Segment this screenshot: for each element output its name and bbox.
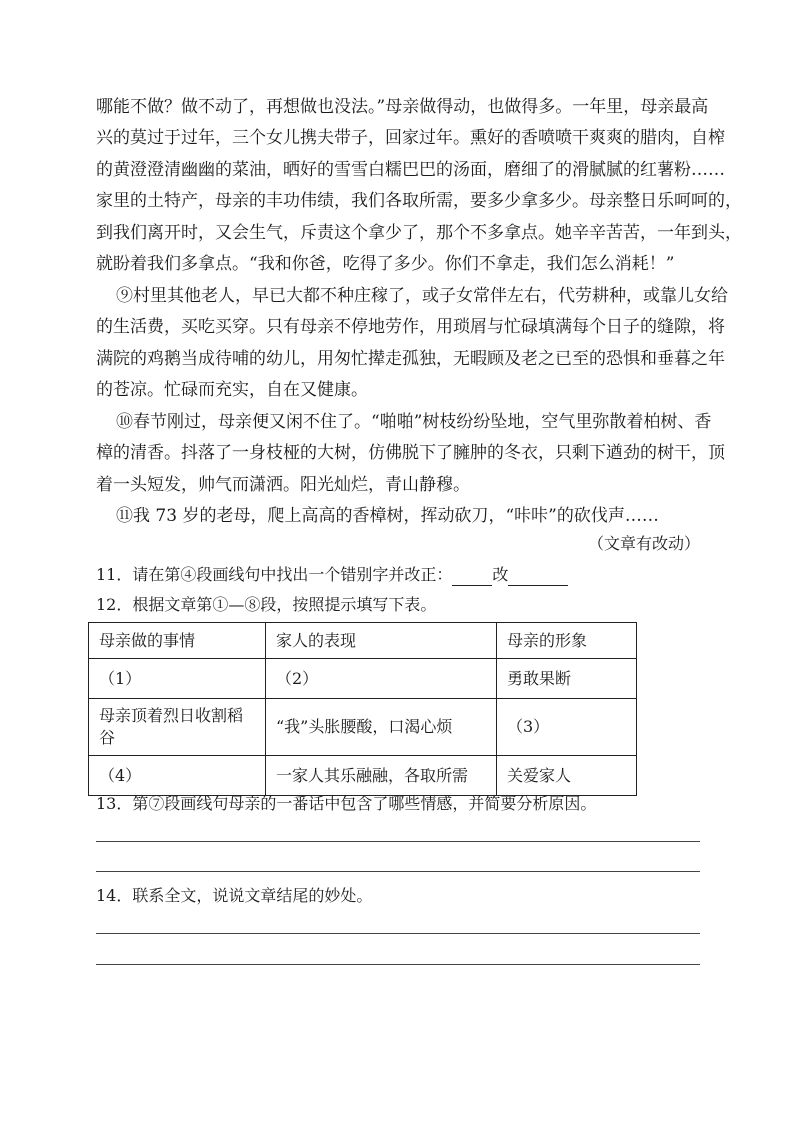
passage-line: ⑩春节刚过，母亲便又闲不住了。“啪啪”树枝纷纷坠地，空气里弥散着柏树、香 [116,412,712,432]
passage-line: 到我们离开时，又会生气，斥责这个拿少了，那个不多拿点。她辛辛苦苦，一年到头， [96,223,742,243]
passage-line: 家里的土特产，母亲的丰功伟绩，我们各取所需，要多少拿多少。母亲整日乐呵呵的， [96,191,742,211]
table-cell: 一家人其乐融融，各取所需 [266,756,497,796]
question-11 [96,564,568,586]
passage-line: 着一头短发，帅气而潇洒。阳光灿烂，青山静穆。 [96,475,470,495]
table-cell-blank-1[interactable]: （1） [89,659,266,699]
table-cell: 勇敢果断 [497,659,637,699]
table-row [89,659,637,699]
question-11-text: 11．请在第④段画线句中找出一个错别字并改正： [96,565,453,584]
table-header-cell: 母亲的形象 [497,623,637,659]
passage-line: 就盼着我们多拿点。“我和你爸，吃得了多少。你们不拿走，我们怎么消耗！” [96,254,675,274]
source-note: （文章有改动） [587,534,700,553]
table-cell-blank-4[interactable]: （4） [89,756,266,796]
passage-line: 哪能不做？做不动了，再想做也没法。”母亲做得动，也做得多。一年里，母亲最高 [96,97,709,117]
answer-blank-wrong-char[interactable] [452,569,492,586]
question-12: 12．根据文章第①—⑧段，按照提示填写下表。 [96,595,437,614]
table-header-cell: 母亲做的事情 [89,623,266,659]
passage-line: 的黄澄澄清幽幽的菜油，晒好的雪雪白糯巴巴的汤面，磨细了的滑腻腻的红薯粉…… [96,160,725,180]
table-row [89,699,637,756]
answer-line[interactable] [96,841,700,842]
table-cell: 母亲顶着烈日收割稻谷 [89,699,266,756]
passage-line: ⑪我 73 岁的老母，爬上高高的香樟树，挥动砍刀，“咔咔”的砍伐声…… [116,506,659,526]
answer-line[interactable] [96,933,700,934]
answer-line[interactable] [96,871,700,872]
passage-line: ⑨村里其他老人，早已大都不种庄稼了，或子女常伴左右，代劳耕种，或靠儿女给 [116,286,728,306]
question-11-mid: 改 [492,565,509,584]
table-cell: 关爱家人 [497,756,637,796]
question-13: 13．第⑦段画线句母亲的一番话中包含了哪些情感，并简要分析原因。 [96,794,597,813]
passage-line: 满院的鸡鹅当成待哺的幼儿，用匆忙撵走孤独，无暇顾及老之已至的恐惧和垂暮之年 [96,349,725,369]
table-cell-blank-2[interactable]: （2） [266,659,497,699]
passage-line: 的生活费，买吃买穿。只有母亲不停地劳作，用琐屑与忙碌填满每个日子的缝隙，将 [96,317,725,337]
answer-line[interactable] [96,964,700,965]
passage-line: 兴的莫过于过年，三个女儿携夫带子，回家过年。熏好的香喷喷干爽爽的腊肉，自榨 [96,128,725,148]
question-14: 14．联系全文，说说文章结尾的妙处。 [96,886,373,905]
table-header-cell: 家人的表现 [266,623,497,659]
fill-table [88,622,637,796]
table-header-row [89,623,637,659]
answer-blank-correct-char[interactable] [508,569,568,586]
table-row [89,756,637,796]
passage-line: 的苍凉。忙碌而充实，自在又健康。 [96,380,368,400]
table-cell-blank-3[interactable]: （3） [497,699,637,756]
passage-line: 樟的清香。抖落了一身枝桠的大树，仿佛脱下了臃肿的冬衣，只剩下遒劲的树干，顶 [96,443,725,463]
table-cell: “我”头胀腰酸，口渴心烦 [266,699,497,756]
